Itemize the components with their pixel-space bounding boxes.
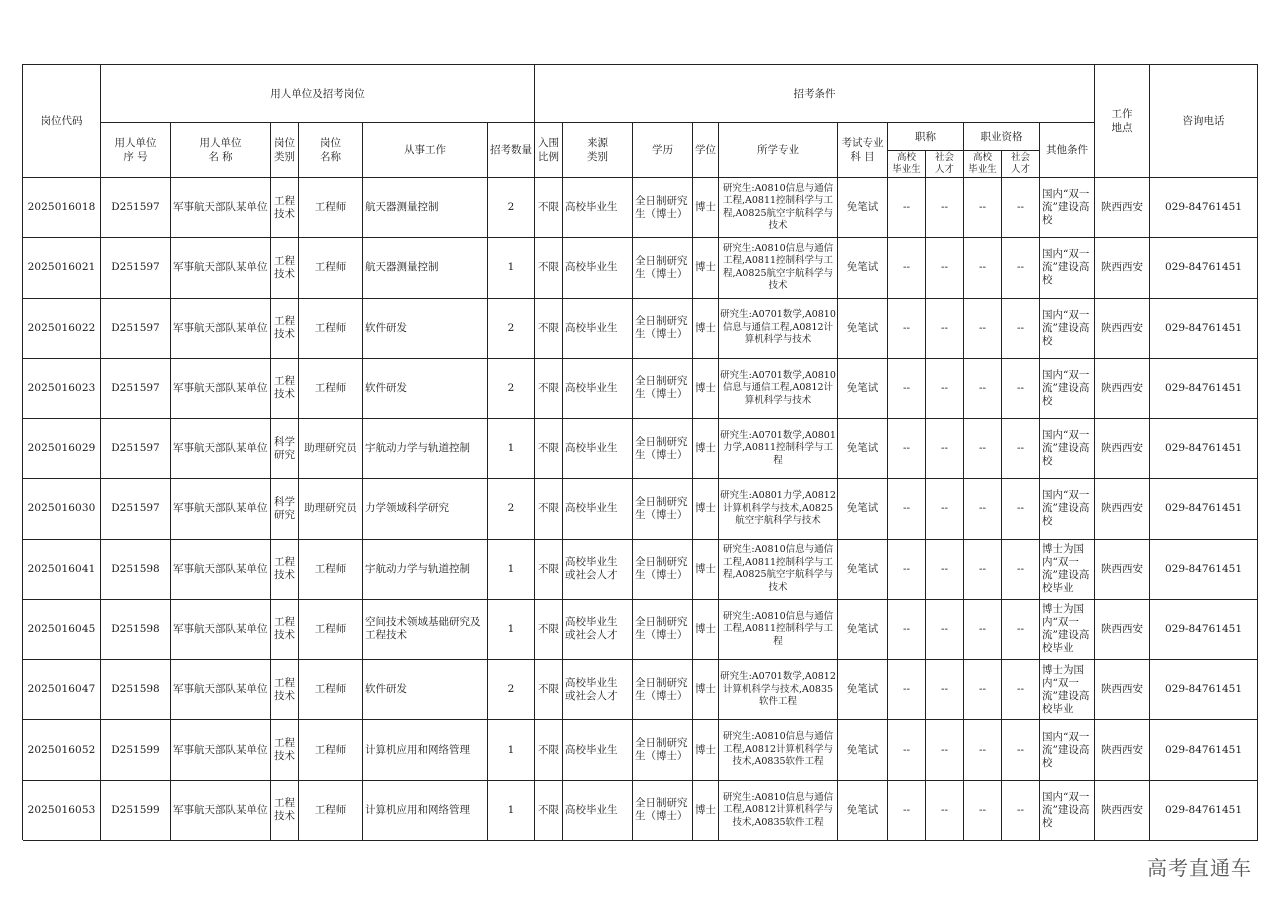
degree-cell: 博士: [693, 720, 719, 780]
ratio-cell: 不限: [535, 540, 563, 600]
title-social-cell: --: [926, 359, 964, 419]
education-cell: 全日制研究 生（博士）: [633, 600, 693, 660]
header-post-type: 岗位 类别: [271, 123, 299, 178]
title-social-cell: --: [926, 540, 964, 600]
header-unit-seq: 用人单位 序 号: [101, 123, 171, 178]
source-cell: 高校毕业生: [563, 359, 633, 419]
qual-grad-cell: --: [964, 238, 1002, 298]
post-name-cell: 工程师: [299, 540, 363, 600]
exam-cell: 免笔试: [838, 720, 888, 780]
qual-grad-cell: --: [964, 299, 1002, 359]
qual-social-cell: --: [1002, 238, 1040, 298]
quota-cell: 2: [488, 299, 535, 359]
title-grad-cell: --: [888, 660, 926, 720]
education-cell: 全日制研究 生（博士）: [633, 660, 693, 720]
major-cell: 研究生:A0810信息与通信工程,A0811控制科学与工程: [719, 600, 838, 660]
title-grad-cell: --: [888, 178, 926, 238]
source-cell: 高校毕业生 或社会人才: [563, 660, 633, 720]
post-code-cell: 2025016030: [23, 479, 101, 539]
phone-cell: 029-84761451: [1150, 419, 1258, 479]
title-social-cell: --: [926, 781, 964, 841]
header-degree: 学位: [693, 123, 719, 178]
degree-cell: 博士: [693, 299, 719, 359]
education-cell: 全日制研究 生（博士）: [633, 238, 693, 298]
other-cell: 博士为国内“双一流”建设高校毕业: [1040, 600, 1095, 660]
exam-cell: 免笔试: [838, 419, 888, 479]
location-cell: 陕西西安: [1095, 359, 1150, 419]
qual-grad-cell: --: [964, 178, 1002, 238]
ratio-cell: 不限: [535, 660, 563, 720]
location-cell: 陕西西安: [1095, 299, 1150, 359]
other-cell: 博士为国内“双一流”建设高校毕业: [1040, 660, 1095, 720]
header-unit-name: 用人单位 名 称: [171, 123, 271, 178]
unit-name-cell: 军事航天部队某单位: [171, 238, 271, 298]
education-cell: 全日制研究 生（博士）: [633, 178, 693, 238]
other-cell: 国内“双一流”建设高校: [1040, 419, 1095, 479]
degree-cell: 博士: [693, 781, 719, 841]
header-qual-group: 职业资格: [964, 123, 1040, 151]
source-cell: 高校毕业生 或社会人才: [563, 540, 633, 600]
work-cell: 航天器测量控制: [363, 238, 488, 298]
title-grad-cell: --: [888, 359, 926, 419]
unit-name-cell: 军事航天部队某单位: [171, 299, 271, 359]
post-name-cell: 工程师: [299, 720, 363, 780]
post-type-cell: 工程 技术: [271, 178, 299, 238]
location-cell: 陕西西安: [1095, 600, 1150, 660]
title-social-cell: --: [926, 720, 964, 780]
source-cell: 高校毕业生: [563, 720, 633, 780]
degree-cell: 博士: [693, 479, 719, 539]
exam-cell: 免笔试: [838, 359, 888, 419]
degree-cell: 博士: [693, 540, 719, 600]
degree-cell: 博士: [693, 600, 719, 660]
phone-cell: 029-84761451: [1150, 299, 1258, 359]
qual-social-cell: --: [1002, 299, 1040, 359]
source-cell: 高校毕业生 或社会人才: [563, 600, 633, 660]
post-type-cell: 工程 技术: [271, 540, 299, 600]
title-grad-cell: --: [888, 781, 926, 841]
unit-seq-cell: D251597: [101, 178, 171, 238]
post-name-cell: 工程师: [299, 781, 363, 841]
work-cell: 力学领域科学研究: [363, 479, 488, 539]
work-cell: 航天器测量控制: [363, 178, 488, 238]
header-education: 学历: [633, 123, 693, 178]
work-cell: 软件研发: [363, 299, 488, 359]
education-cell: 全日制研究 生（博士）: [633, 359, 693, 419]
work-cell: 宇航动力学与轨道控制: [363, 540, 488, 600]
post-type-cell: 工程 技术: [271, 781, 299, 841]
location-cell: 陕西西安: [1095, 781, 1150, 841]
phone-cell: 029-84761451: [1150, 178, 1258, 238]
post-code-cell: 2025016029: [23, 419, 101, 479]
quota-cell: 1: [488, 720, 535, 780]
post-type-cell: 科学 研究: [271, 479, 299, 539]
unit-name-cell: 军事航天部队某单位: [171, 419, 271, 479]
source-cell: 高校毕业生: [563, 238, 633, 298]
ratio-cell: 不限: [535, 299, 563, 359]
source-cell: 高校毕业生: [563, 781, 633, 841]
unit-seq-cell: D251598: [101, 540, 171, 600]
post-name-cell: 工程师: [299, 359, 363, 419]
title-grad-cell: --: [888, 540, 926, 600]
work-cell: 软件研发: [363, 359, 488, 419]
major-cell: 研究生:A0810信息与通信工程,A0812计算机科学与技术,A0835软件工程: [719, 720, 838, 780]
qual-grad-cell: --: [964, 359, 1002, 419]
other-cell: 国内“双一流”建设高校: [1040, 299, 1095, 359]
source-cell: 高校毕业生: [563, 299, 633, 359]
unit-seq-cell: D251597: [101, 359, 171, 419]
exam-cell: 免笔试: [838, 178, 888, 238]
ratio-cell: 不限: [535, 178, 563, 238]
post-code-cell: 2025016052: [23, 720, 101, 780]
header-major: 所学专业: [719, 123, 838, 178]
post-type-cell: 工程 技术: [271, 720, 299, 780]
unit-name-cell: 军事航天部队某单位: [171, 781, 271, 841]
watermark: 高考直通车: [1147, 856, 1252, 880]
title-grad-cell: --: [888, 419, 926, 479]
ratio-cell: 不限: [535, 479, 563, 539]
major-cell: 研究生:A0701数学,A0812计算机科学与技术,A0835软件工程: [719, 660, 838, 720]
unit-seq-cell: D251599: [101, 781, 171, 841]
phone-cell: 029-84761451: [1150, 600, 1258, 660]
location-cell: 陕西西安: [1095, 720, 1150, 780]
unit-name-cell: 军事航天部队某单位: [171, 359, 271, 419]
header-title-group: 职称: [888, 123, 964, 151]
unit-seq-cell: D251599: [101, 720, 171, 780]
education-cell: 全日制研究 生（博士）: [633, 720, 693, 780]
major-cell: 研究生:A0810信息与通信工程,A0811控制科学与工程,A0825航空宇航科学与技术: [719, 540, 838, 600]
unit-seq-cell: D251597: [101, 479, 171, 539]
major-cell: 研究生:A0801力学,A0812计算机科学与技术,A0825航空宇航科学与技术: [719, 479, 838, 539]
exam-cell: 免笔试: [838, 781, 888, 841]
quota-cell: 1: [488, 238, 535, 298]
post-name-cell: 工程师: [299, 238, 363, 298]
qual-social-cell: --: [1002, 419, 1040, 479]
unit-seq-cell: D251598: [101, 660, 171, 720]
post-type-cell: 工程 技术: [271, 600, 299, 660]
post-code-cell: 2025016022: [23, 299, 101, 359]
qual-grad-cell: --: [964, 781, 1002, 841]
location-cell: 陕西西安: [1095, 419, 1150, 479]
work-cell: 软件研发: [363, 660, 488, 720]
post-type-cell: 工程 技术: [271, 238, 299, 298]
qual-social-cell: --: [1002, 359, 1040, 419]
title-grad-cell: --: [888, 720, 926, 780]
quota-cell: 2: [488, 660, 535, 720]
qual-grad-cell: --: [964, 479, 1002, 539]
post-code-cell: 2025016053: [23, 781, 101, 841]
post-name-cell: 工程师: [299, 660, 363, 720]
qual-grad-cell: --: [964, 540, 1002, 600]
phone-cell: 029-84761451: [1150, 720, 1258, 780]
header-post-name: 岗位 名称: [299, 123, 363, 178]
location-cell: 陕西西安: [1095, 178, 1150, 238]
ratio-cell: 不限: [535, 600, 563, 660]
title-grad-cell: --: [888, 299, 926, 359]
post-code-cell: 2025016047: [23, 660, 101, 720]
education-cell: 全日制研究 生（博士）: [633, 781, 693, 841]
unit-name-cell: 军事航天部队某单位: [171, 720, 271, 780]
qual-grad-cell: --: [964, 660, 1002, 720]
unit-name-cell: 军事航天部队某单位: [171, 540, 271, 600]
ratio-cell: 不限: [535, 781, 563, 841]
major-cell: 研究生:A0701数学,A0810信息与通信工程,A0812计算机科学与技术: [719, 299, 838, 359]
exam-cell: 免笔试: [838, 540, 888, 600]
other-cell: 国内“双一流”建设高校: [1040, 720, 1095, 780]
qual-social-cell: --: [1002, 660, 1040, 720]
title-social-cell: --: [926, 660, 964, 720]
other-cell: 国内“双一流”建设高校: [1040, 781, 1095, 841]
unit-seq-cell: D251597: [101, 419, 171, 479]
other-cell: 国内“双一流”建设高校: [1040, 238, 1095, 298]
header-title-social: 社会 人才: [926, 151, 964, 178]
post-type-cell: 工程 技术: [271, 299, 299, 359]
header-post-code: 岗位代码: [23, 65, 101, 178]
location-cell: 陕西西安: [1095, 540, 1150, 600]
degree-cell: 博士: [693, 238, 719, 298]
qual-grad-cell: --: [964, 720, 1002, 780]
qual-social-cell: --: [1002, 540, 1040, 600]
title-social-cell: --: [926, 419, 964, 479]
recruitment-table: [22, 64, 1258, 840]
qual-social-cell: --: [1002, 600, 1040, 660]
title-social-cell: --: [926, 299, 964, 359]
qual-social-cell: --: [1002, 178, 1040, 238]
title-grad-cell: --: [888, 479, 926, 539]
header-title-grad: 高校 毕业生: [888, 151, 926, 178]
unit-name-cell: 军事航天部队某单位: [171, 479, 271, 539]
other-cell: 国内“双一流”建设高校: [1040, 479, 1095, 539]
degree-cell: 博士: [693, 419, 719, 479]
title-social-cell: --: [926, 479, 964, 539]
qual-social-cell: --: [1002, 479, 1040, 539]
post-name-cell: 工程师: [299, 600, 363, 660]
phone-cell: 029-84761451: [1150, 781, 1258, 841]
post-code-cell: 2025016018: [23, 178, 101, 238]
qual-grad-cell: --: [964, 600, 1002, 660]
phone-cell: 029-84761451: [1150, 359, 1258, 419]
header-qual-grad: 高校 毕业生: [964, 151, 1002, 178]
title-social-cell: --: [926, 600, 964, 660]
other-cell: 国内“双一流”建设高校: [1040, 178, 1095, 238]
post-name-cell: 助理研究员: [299, 479, 363, 539]
ratio-cell: 不限: [535, 238, 563, 298]
header-exam-major: 考试专业 科 目: [838, 123, 888, 178]
header-work: 从事工作: [363, 123, 488, 178]
major-cell: 研究生:A0701数学,A0801力学,A0811控制科学与工程: [719, 419, 838, 479]
qual-grad-cell: --: [964, 419, 1002, 479]
exam-cell: 免笔试: [838, 479, 888, 539]
header-work-location: 工作 地点: [1095, 65, 1150, 178]
source-cell: 高校毕业生: [563, 419, 633, 479]
unit-name-cell: 军事航天部队某单位: [171, 660, 271, 720]
title-grad-cell: --: [888, 238, 926, 298]
other-cell: 国内“双一流”建设高校: [1040, 359, 1095, 419]
header-quota: 招考数量: [488, 123, 535, 178]
location-cell: 陕西西安: [1095, 238, 1150, 298]
quota-cell: 1: [488, 600, 535, 660]
phone-cell: 029-84761451: [1150, 238, 1258, 298]
major-cell: 研究生:A0810信息与通信工程,A0811控制科学与工程,A0825航空宇航科学与技术: [719, 178, 838, 238]
header-source: 来源 类别: [563, 123, 633, 178]
title-grad-cell: --: [888, 600, 926, 660]
post-type-cell: 科学 研究: [271, 419, 299, 479]
unit-seq-cell: D251597: [101, 238, 171, 298]
exam-cell: 免笔试: [838, 600, 888, 660]
education-cell: 全日制研究 生（博士）: [633, 419, 693, 479]
header-phone: 咨询电话: [1150, 65, 1258, 178]
ratio-cell: 不限: [535, 419, 563, 479]
location-cell: 陕西西安: [1095, 660, 1150, 720]
quota-cell: 1: [488, 419, 535, 479]
education-cell: 全日制研究 生（博士）: [633, 540, 693, 600]
post-name-cell: 工程师: [299, 178, 363, 238]
post-name-cell: 助理研究员: [299, 419, 363, 479]
location-cell: 陕西西安: [1095, 479, 1150, 539]
major-cell: 研究生:A0810信息与通信工程,A0812计算机科学与技术,A0835软件工程: [719, 781, 838, 841]
post-name-cell: 工程师: [299, 299, 363, 359]
degree-cell: 博士: [693, 660, 719, 720]
ratio-cell: 不限: [535, 359, 563, 419]
post-type-cell: 工程 技术: [271, 660, 299, 720]
phone-cell: 029-84761451: [1150, 540, 1258, 600]
post-type-cell: 工程 技术: [271, 359, 299, 419]
work-cell: 计算机应用和网络管理: [363, 720, 488, 780]
header-other: 其他条件: [1040, 123, 1095, 178]
degree-cell: 博士: [693, 359, 719, 419]
source-cell: 高校毕业生: [563, 178, 633, 238]
phone-cell: 029-84761451: [1150, 479, 1258, 539]
header-conditions-group: 招考条件: [535, 65, 1095, 123]
title-social-cell: --: [926, 238, 964, 298]
unit-seq-cell: D251598: [101, 600, 171, 660]
quota-cell: 1: [488, 781, 535, 841]
work-cell: 宇航动力学与轨道控制: [363, 419, 488, 479]
exam-cell: 免笔试: [838, 660, 888, 720]
post-code-cell: 2025016045: [23, 600, 101, 660]
exam-cell: 免笔试: [838, 238, 888, 298]
major-cell: 研究生:A0810信息与通信工程,A0811控制科学与工程,A0825航空宇航科学与技术: [719, 238, 838, 298]
post-code-cell: 2025016021: [23, 238, 101, 298]
qual-social-cell: --: [1002, 720, 1040, 780]
major-cell: 研究生:A0701数学,A0810信息与通信工程,A0812计算机科学与技术: [719, 359, 838, 419]
education-cell: 全日制研究 生（博士）: [633, 299, 693, 359]
post-code-cell: 2025016023: [23, 359, 101, 419]
unit-seq-cell: D251597: [101, 299, 171, 359]
header-employer-group: 用人单位及招考岗位: [101, 65, 535, 123]
source-cell: 高校毕业生: [563, 479, 633, 539]
degree-cell: 博士: [693, 178, 719, 238]
education-cell: 全日制研究 生（博士）: [633, 479, 693, 539]
header-qual-social: 社会 人才: [1002, 151, 1040, 178]
ratio-cell: 不限: [535, 720, 563, 780]
other-cell: 博士为国内“双一流”建设高校毕业: [1040, 540, 1095, 600]
unit-name-cell: 军事航天部队某单位: [171, 178, 271, 238]
exam-cell: 免笔试: [838, 299, 888, 359]
post-code-cell: 2025016041: [23, 540, 101, 600]
work-cell: 空间技术领域基础研究及工程技术: [363, 600, 488, 660]
quota-cell: 2: [488, 178, 535, 238]
unit-name-cell: 军事航天部队某单位: [171, 600, 271, 660]
phone-cell: 029-84761451: [1150, 660, 1258, 720]
qual-social-cell: --: [1002, 781, 1040, 841]
title-social-cell: --: [926, 178, 964, 238]
work-cell: 计算机应用和网络管理: [363, 781, 488, 841]
header-ratio: 入围 比例: [535, 123, 563, 178]
quota-cell: 1: [488, 540, 535, 600]
quota-cell: 2: [488, 359, 535, 419]
quota-cell: 2: [488, 479, 535, 539]
